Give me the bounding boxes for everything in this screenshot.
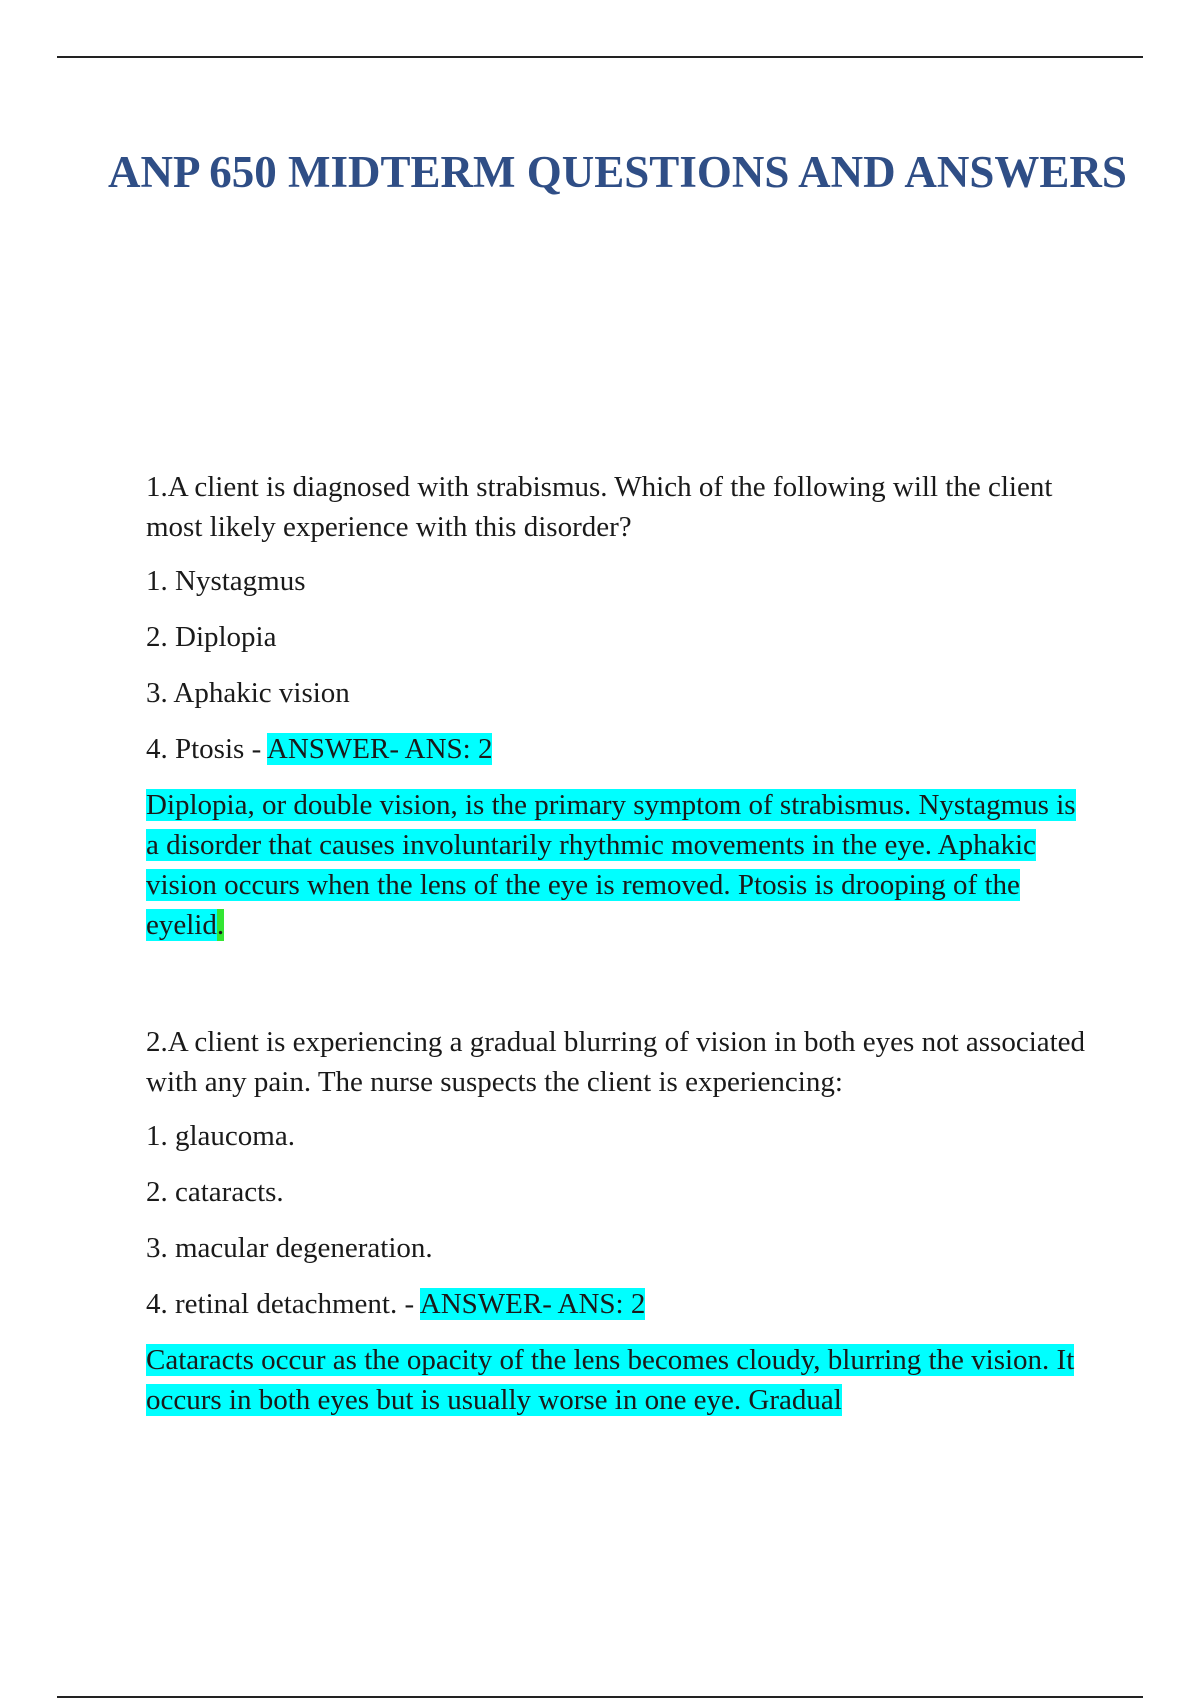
option-2: 2. Diplopia (146, 621, 277, 653)
option-4-label: 4. retinal detachment. - (146, 1288, 420, 1320)
option-1: 1. glaucoma. (146, 1120, 295, 1152)
option-1: 1. Nystagmus (146, 565, 306, 597)
explanation-text: Cataracts occur as the opacity of the lens becomes cloudy, blurring the vision. It occurs in both eyes but is usually worse in one eye. Gradual (146, 1344, 1075, 1416)
answer-highlight: ANSWER- ANS: 2 (266, 733, 493, 765)
top-rule (57, 56, 1143, 58)
option-4 (146, 729, 1086, 769)
option-3: 3. macular degeneration. (146, 1232, 433, 1264)
option-4 (146, 1284, 1086, 1324)
option-2: 2. cataracts. (146, 1176, 284, 1208)
question-block-2 (146, 1022, 1086, 1420)
explanation-text: Diplopia, or double vision, is the primary symptom of strabismus. Nystagmus is a disorder that causes involuntarily rhythmic movements in the eye. Aphakic vision occurs when the lens of the eye is removed. Ptosis is drooping of the eyelid (146, 789, 1076, 941)
bottom-rule (57, 1696, 1143, 1698)
question-stem: 1.A client is diagnosed with strabismus. Which of the following will the client most likely experience with this disorder? (146, 471, 1053, 543)
answer-explanation (146, 1340, 1086, 1420)
option-3: 3. Aphakic vision (146, 677, 350, 709)
question-block-1 (146, 467, 1086, 945)
answer-explanation (146, 785, 1086, 945)
question-stem: 2.A client is experiencing a gradual blurring of vision in both eyes not associated with any pain. The nurse suspects the client is experiencing: (146, 1026, 1086, 1098)
explanation-end: . (216, 909, 225, 941)
document-title: ANP 650 MIDTERM QUESTIONS AND ANSWERS (108, 147, 1127, 197)
answer-highlight: ANSWER- ANS: 2 (419, 1288, 646, 1320)
option-4-label: 4. Ptosis - (146, 733, 267, 765)
